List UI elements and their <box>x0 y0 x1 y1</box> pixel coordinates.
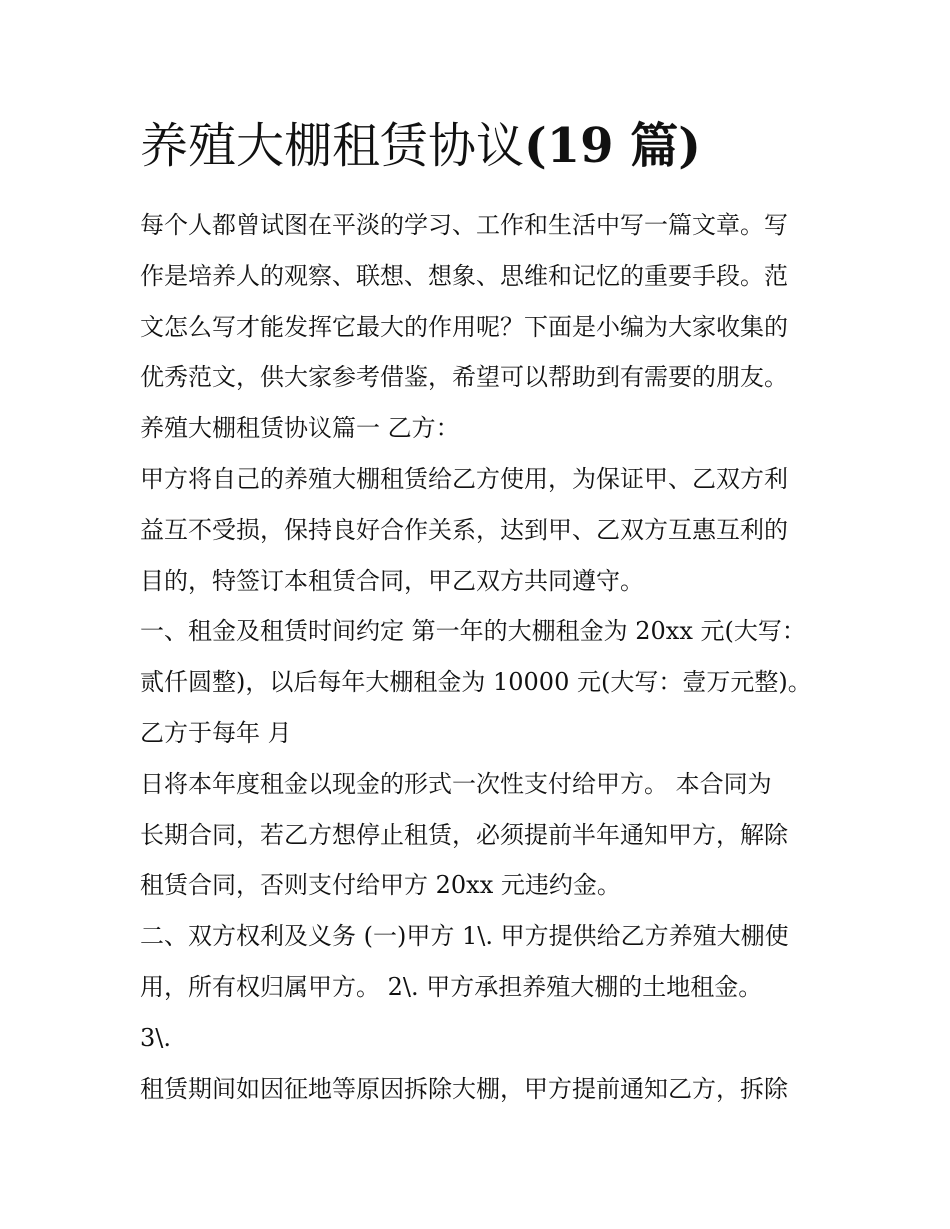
document-body <box>140 200 820 1114</box>
body-line: 用，所有权归属甲方。 2\. 甲方承担养殖大棚的土地租金。 <box>140 972 763 1001</box>
body-line: 作是培养人的观察、联想、想象、思维和记忆的重要手段。范 <box>140 261 788 290</box>
body-line: 长期合同，若乙方想停止租赁，必须提前半年通知甲方，解除 <box>140 820 788 849</box>
body-line: 一、租金及租赁时间约定 第一年的大棚租金为 20xx 元(大写： <box>140 617 806 646</box>
body-line: 甲方将自己的养殖大棚租赁给乙方使用，为保证甲、乙双方利 <box>140 464 788 493</box>
body-line: 目的，特签订本租赁合同，甲乙双方共同遵守。 <box>140 566 644 595</box>
body-line: 3\. <box>140 1023 171 1052</box>
body-line: 文怎么写才能发挥它最大的作用呢？下面是小编为大家收集的 <box>140 312 788 341</box>
body-line: 贰仟圆整)，以后每年大棚租金为 10000 元(大写：壹万元整)。 <box>140 668 812 697</box>
document-title <box>140 114 820 178</box>
body-line: 优秀范文，供大家参考借鉴，希望可以帮助到有需要的朋友。 <box>140 363 788 392</box>
body-line: 日将本年度租金以现金的形式一次性支付给甲方。 本合同为 <box>140 769 772 798</box>
title-main: 养殖大棚租赁协议 <box>140 118 525 174</box>
body-line: 租赁合同，否则支付给甲方 20xx 元违约金。 <box>140 871 621 900</box>
section-heading: 养殖大棚租赁协议篇一 乙方： <box>140 414 460 443</box>
body-line: 益互不受损，保持良好合作关系，达到甲、乙双方互惠互利的 <box>140 515 788 544</box>
body-line: 租赁期间如因征地等原因拆除大棚，甲方提前通知乙方，拆除 <box>140 1074 788 1103</box>
body-line: 二、双方权利及义务 (一)甲方 1\. 甲方提供给乙方养殖大棚使 <box>140 922 789 951</box>
body-line: 每个人都曾试图在平淡的学习、工作和生活中写一篇文章。写 <box>140 211 788 239</box>
title-suffix: (19 篇) <box>524 118 701 174</box>
body-line: 乙方于每年 月 <box>140 718 292 747</box>
